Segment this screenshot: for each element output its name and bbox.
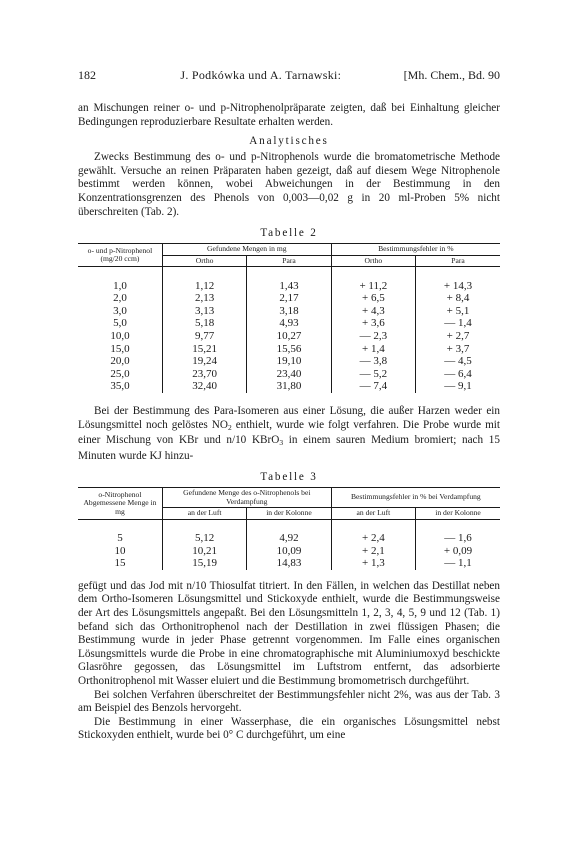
table2-cell: 2,13 <box>162 292 246 305</box>
table3-cell: — 1,1 <box>416 557 500 570</box>
table3-cell: 15,19 <box>162 557 246 570</box>
table3-body <box>78 519 500 570</box>
table3-cell: + 2,4 <box>331 532 415 545</box>
table2-cell: — 4,5 <box>416 355 500 368</box>
table3-sub-luft-error: an der Luft <box>331 508 415 519</box>
table2-cell: 2,17 <box>247 292 331 305</box>
wasserphase-paragraph: Die Bestimmung in einer Wasserphase, die ein organisches Lösungsmittel nebst Stickoxyden enthielt, wurde bei 0° C durchgeführt, um eine <box>78 715 500 742</box>
table2-cell: + 1,4 <box>331 343 415 356</box>
table2-cell: 3,18 <box>247 305 331 318</box>
table3-spacer-cell <box>247 519 331 532</box>
para-isomer-text-2: enthielt, wurde wie folgt verfahren. Die Probe wurde mit einer Mischung von KBr und n/10 KBrO <box>78 418 501 447</box>
table2-cell: — 9,1 <box>416 380 500 393</box>
running-head <box>78 68 500 86</box>
table2-sub-ortho: Ortho <box>162 255 246 266</box>
table2-spacer-cell <box>331 266 415 279</box>
table2-cell: 15,21 <box>162 343 246 356</box>
table2-spacer-cell <box>162 266 246 279</box>
table2-header-sample: o- und p-Nitrophenol (mg/20 ccm) <box>78 244 162 267</box>
table2-cell: 31,80 <box>247 380 331 393</box>
table2-cell: — 5,2 <box>331 368 415 381</box>
table3-spacer-cell <box>162 519 246 532</box>
table3-spacer-row <box>78 519 500 532</box>
section-heading: Analytisches <box>249 135 329 148</box>
table2-row <box>78 343 500 356</box>
para-isomer-text-3: in einem sauren Medium bromiert; nach 15 Minuten wurde KJ hinzu- <box>78 434 500 462</box>
table2-spacer-cell <box>247 266 331 279</box>
table3-row <box>78 532 500 545</box>
table2-row <box>78 330 500 343</box>
table2-row <box>78 380 500 393</box>
table3-cell: — 1,6 <box>416 532 500 545</box>
table2-cell: 23,70 <box>162 368 246 381</box>
table2-row <box>78 292 500 305</box>
table-3 <box>78 487 500 570</box>
table2-cell: 4,93 <box>247 317 331 330</box>
table2-cell: 1,43 <box>247 280 331 293</box>
table2-sub-para: Para <box>247 255 331 266</box>
journal-page <box>78 68 500 743</box>
table2-cell: + 3,7 <box>416 343 500 356</box>
table2-spacer-cell <box>78 266 162 279</box>
table2-cell: — 2,3 <box>331 330 415 343</box>
para-isomer-text-1: Bei der Bestimmung des Para-Isomeren aus einer Lösung, die außer Harzen weder ein Lösungsmittel noch gelöstes NO <box>78 404 500 431</box>
table2-header-found: Gefundene Mengen in mg <box>162 244 331 255</box>
table3-cell: 14,83 <box>247 557 331 570</box>
table2-cell: — 6,4 <box>416 368 500 381</box>
table2-cell: — 1,4 <box>416 317 500 330</box>
page-number: 182 <box>78 68 96 82</box>
table2-cell: 35,0 <box>110 380 130 393</box>
table2-cell: + 8,4 <box>416 292 500 305</box>
table3-spacer-cell <box>78 519 162 532</box>
table2-sub-ortho-error: Ortho <box>331 255 415 266</box>
table2-row <box>78 368 500 381</box>
table2-row <box>78 355 500 368</box>
table-2 <box>78 243 500 393</box>
table2-cell: 15,56 <box>247 343 331 356</box>
table2-cell: 10,0 <box>110 329 130 342</box>
fehler-paragraph: Bei solchen Verfahren überschreitet der Bestimmungsfehler nicht 2%, was aus der Tab. 3 am Beispiel des Benzols hervorgeht. <box>78 688 500 715</box>
table2-row <box>78 317 500 330</box>
table2-cell: 32,40 <box>162 380 246 393</box>
table3-header-sample: o-Nitrophenol Abgemessene Menge in mg <box>78 488 162 519</box>
table2-cell: 9,77 <box>162 330 246 343</box>
table3-cell: + 2,1 <box>331 545 415 558</box>
para-isomer-paragraph <box>78 405 500 463</box>
table3-spacer-cell <box>416 519 500 532</box>
table3-cell: 4,92 <box>247 532 331 545</box>
table2-cell: 25,0 <box>110 367 130 380</box>
table2-spacer-row <box>78 266 500 279</box>
table2-cell: 3,0 <box>113 304 127 317</box>
table3-cell: 10,09 <box>247 545 331 558</box>
table3-spacer-cell <box>331 519 415 532</box>
table2-cell: + 2,7 <box>416 330 500 343</box>
table2-row <box>78 305 500 318</box>
table2-cell: — 3,8 <box>331 355 415 368</box>
table3-caption: Tabelle 3 <box>260 471 318 484</box>
table3-cell: + 1,3 <box>331 557 415 570</box>
table2-sub-para-error: Para <box>416 255 500 266</box>
table3-cell: 5,12 <box>162 532 246 545</box>
table2-cell: + 3,6 <box>331 317 415 330</box>
table3-cell: 15 <box>114 557 126 570</box>
table2-cell: 1,12 <box>162 280 246 293</box>
table2-cell: 3,13 <box>162 305 246 318</box>
table3-cell: 5 <box>117 532 123 545</box>
table2-cell: 19,10 <box>247 355 331 368</box>
table2-cell: 1,0 <box>113 279 127 292</box>
table3-cell: 10 <box>114 544 126 557</box>
table3-row <box>78 557 500 570</box>
intro-paragraph: an Mischungen reiner o- und p-Nitrophenolpräparate zeigten, daß bei Einhaltung gleicher Bedingungen reproduzierbare Resultate erhalten werden. <box>78 102 500 128</box>
table3-sub-kolonne: in der Kolonne <box>247 508 331 519</box>
table2-cell: + 4,3 <box>331 305 415 318</box>
table2-row <box>78 280 500 293</box>
table3-cell: 10,21 <box>162 545 246 558</box>
table2-spacer-cell <box>416 266 500 279</box>
table2-cell: 2,0 <box>113 292 127 305</box>
table2-cell: 10,27 <box>247 330 331 343</box>
table3-cell: + 0,09 <box>416 545 500 558</box>
table2-cell: 5,0 <box>113 317 127 330</box>
running-head-journal: [Mh. Chem., Bd. 90 <box>403 68 500 82</box>
table2-cell: + 11,2 <box>331 280 415 293</box>
table2-header-error: Bestimmungsfehler in % <box>331 244 500 255</box>
table3-row <box>78 545 500 558</box>
table2-cell: — 7,4 <box>331 380 415 393</box>
no2-subscript: 2 <box>227 422 232 432</box>
table3-header-error: Bestimmungsfehler in % bei Verdampfung <box>331 488 500 508</box>
table2-cell: 23,40 <box>247 368 331 381</box>
table3-sub-kolonne-error: in der Kolonne <box>416 508 500 519</box>
table3-sub-luft: an der Luft <box>162 508 246 519</box>
table2-body <box>78 266 500 392</box>
table2-caption: Tabelle 2 <box>260 227 318 240</box>
running-head-authors: J. Podkówka und A. Tarnawski: <box>180 68 342 82</box>
table2-cell: 15,0 <box>110 342 130 355</box>
kbro3-subscript: 3 <box>279 438 284 448</box>
table2-cell: + 5,1 <box>416 305 500 318</box>
table2-cell: 19,24 <box>162 355 246 368</box>
table2-cell: 5,18 <box>162 317 246 330</box>
table2-cell: + 6,5 <box>331 292 415 305</box>
analytisches-paragraph: Zwecks Bestimmung des o- und p-Nitrophenols wurde die bromatometrische Methode gewählt. Versuche an reinen Präparaten haben gezeigt, daß auf diesem Wege Nitrophenole bestimmt werden können, wobei Abweichungen in der Bestimmung in den Konzentrationsgrenzen des Phenols von 0,003—0,02 g in 20 ml-Proben 5% nicht überschreiten (Tab. 2). <box>78 151 500 218</box>
table2-cell: + 14,3 <box>416 280 500 293</box>
table3-header-found: Gefundene Menge des o-Nitrophenols bei Verdampfung <box>162 488 331 508</box>
table2-cell: 20,0 <box>110 355 130 368</box>
after-table3-paragraph: gefügt und das Jod mit n/10 Thiosulfat titriert. In den Fällen, in welchen das Destillat neben dem Ortho-Isomeren Lösungsmittel und Stickoxyde enthielt, wurde die Bestimmungsweise der Art des Lösungsmittels angepaßt. Bei den Lösungsmitteln 1, 2, 3, 4, 5, 9 und 12 (Tab. 1) befand sich das Orthonitrophenol nach der Destillation in zwei flüssigen Phasen; die Bestimmung wurde in jeder Phase getrennt vorgenommen. Im Falle eines organischen Lösungsmittels wurde die Probe in eine chromatographische mit Aluminiumoxyd beschickte Glasröhre gegossen, das Lösungsmittel im Luftstrom entfernt, das adsorbierte Orthonitrophenol mit Wasser eluiert und die Bestimmung bromometrisch durchgeführt. <box>78 579 500 688</box>
